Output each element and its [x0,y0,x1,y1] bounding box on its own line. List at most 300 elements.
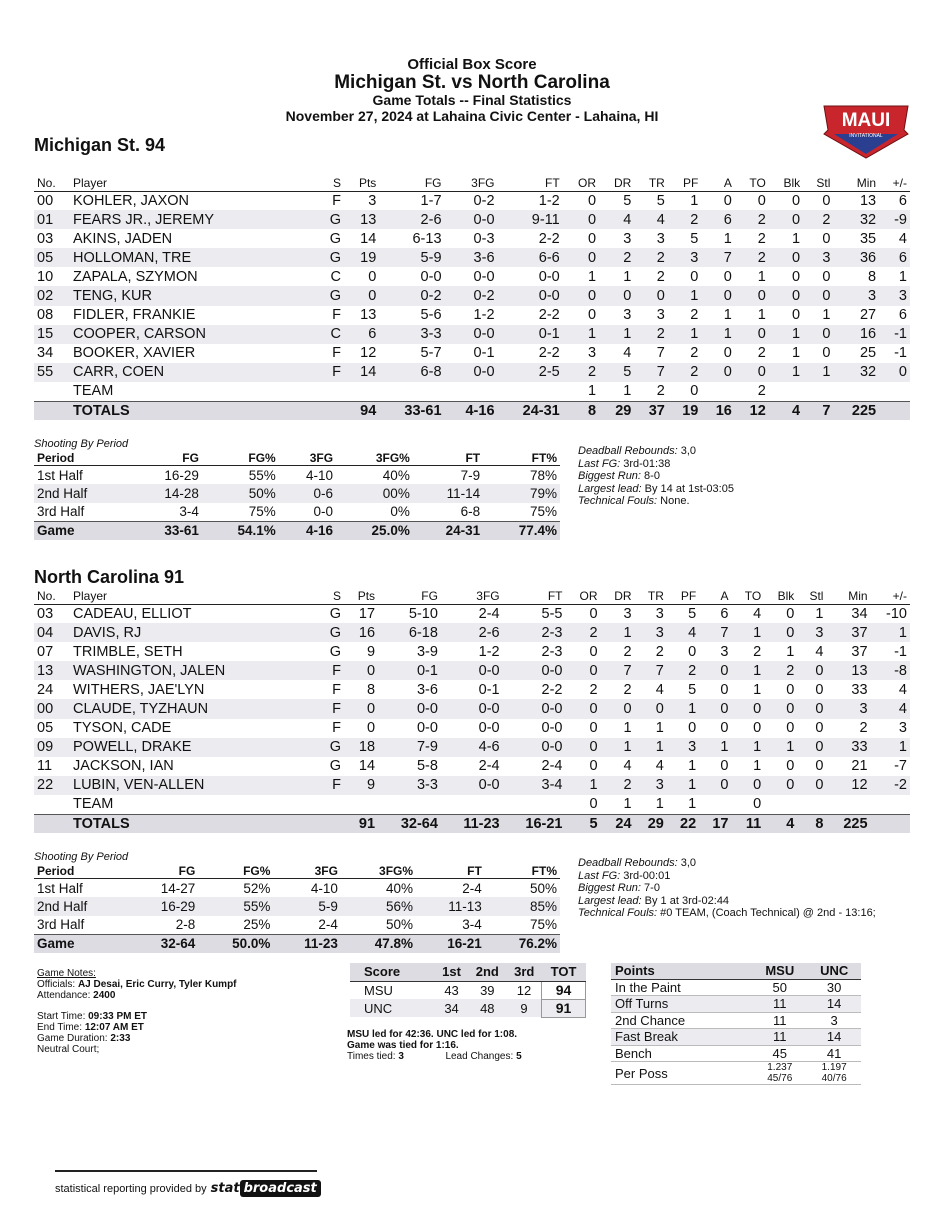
period-cell: 0% [390,504,410,519]
stat-cell: F [332,307,341,324]
totals-row [34,401,910,420]
stat-cell: 0-0 [445,210,498,229]
stat-cell: 4 [623,758,632,775]
period-column-header: 3FG% [341,864,416,879]
column-header: FG [378,588,441,604]
stat-cell [871,795,910,814]
total-cell: 8 [563,401,599,420]
stat-cell: 0-1 [498,325,563,344]
stat-cell: 1 [753,758,762,775]
stat-cell: 0-0 [503,661,566,680]
total-cell: 11 [731,814,764,833]
stat-cell: 0 [587,230,597,247]
stat-cell [324,795,344,814]
stat-cell: 0 [688,643,697,660]
stat-cell: 6 [898,192,907,209]
stat-cell: 1 [623,796,632,813]
period-cell: 4-10 [310,880,338,896]
note-label: Deadball Rebounds: [578,857,678,869]
stat-cell: 1 [723,230,732,247]
team1-title: Michigan St. 94 [34,135,166,155]
stat-cell: 3 [826,699,870,718]
stat-cell: F [324,699,344,718]
stat-cell: 14 [360,230,377,247]
period-cell: 25% [243,917,271,932]
period-cell: 50% [529,880,557,896]
period-cell: 14-27 [160,880,196,896]
period-cell: 11-14 [413,484,483,503]
player-row [34,382,910,401]
game-notes [37,968,327,1055]
stat-cell [769,382,803,401]
total-cell: 37 [634,401,668,420]
score-cell: MSU [364,982,393,998]
stat-cell [764,795,797,814]
stat-cell: 1 [786,643,795,660]
points-cell: 2nd Chance [611,1012,752,1029]
stat-cell: 27 [859,307,877,324]
stat-cell: 05 [37,720,54,737]
team2-shooting-by-period [34,864,560,953]
team1-game-notes [578,445,878,508]
stat-cell: 3 [833,286,879,305]
stat-cell: 0 [735,325,769,344]
stat-cell: 0 [723,345,732,362]
game-total-cell: 50.0% [198,934,273,953]
stat-cell: 18 [344,738,378,757]
stat-cell: COOPER, CARSON [70,325,324,344]
stat-cell: 0 [815,681,824,698]
stat-cell: 34 [37,345,54,362]
stat-cell: 2 [589,681,598,698]
note-label: Deadball Rebounds: [578,445,678,457]
stat-cell: HOLLOMAN, TRE [70,248,324,267]
note-label: Last FG: [578,869,621,882]
stat-cell: 25 [859,345,877,362]
stat-cell: 1 [623,720,632,737]
points-row [611,1029,861,1046]
score-column-header: Score [350,963,436,981]
stat-cell: 0 [587,192,597,209]
column-header: Blk [769,175,803,191]
stat-cell: 5 [688,681,697,698]
stat-cell: 3 [587,345,597,362]
game-total-cell: 25.0% [336,521,413,540]
column-header: Player [70,588,324,604]
stat-cell: 0-0 [420,268,442,285]
stat-cell: 03 [37,230,54,247]
stat-cell: 7 [601,661,635,680]
period-column-header: FG% [198,864,273,879]
footer-divider [55,1170,317,1172]
stat-cell: 0 [797,699,826,718]
stat-cell: 0-2 [379,286,444,305]
stat-cell: 1 [757,268,766,285]
stat-cell: 3-4 [503,776,566,795]
team2-shooting-caption: Shooting By Period [34,851,129,863]
note-label: Largest lead: [578,894,642,907]
total-cell: 4 [764,814,797,833]
team2-game-notes [578,857,878,920]
note-value: 8-0 [640,470,660,482]
stat-cell: 3 [635,776,667,795]
player-row [34,604,910,623]
column-header: FG [379,175,444,191]
note-line [578,870,878,883]
per-poss-row [611,1062,861,1085]
stat-cell: AKINS, JADEN [73,230,173,247]
period-column-header: FT% [485,864,560,879]
stat-cell: 3 [668,248,702,267]
stat-cell: 0 [720,720,729,737]
stat-cell: 1 [655,720,664,737]
stat-cell: 33 [826,738,870,757]
stat-cell: 0 [786,758,795,775]
times-tied-value: 3 [398,1051,404,1062]
stat-cell: 55 [34,363,70,382]
stat-cell: 3 [656,230,665,247]
note-value: 3rd-01:38 [620,457,671,470]
stat-cell: 24 [37,681,54,698]
stat-cell: 1 [655,796,664,813]
stat-cell: 14 [358,758,376,775]
stat-cell: 1 [601,738,635,757]
player-row [34,363,910,382]
per-poss-label: Per Poss [611,1062,752,1085]
stat-cell: 2 [656,383,665,400]
stat-cell: 2-2 [538,230,560,247]
stat-cell: -1 [894,345,907,362]
stat-cell [701,382,735,401]
stat-cell: 1 [699,738,731,757]
stat-cell: TEAM [73,796,114,813]
column-header: +/- [871,588,910,604]
stat-cell: 1 [690,192,699,209]
stat-cell: 0 [731,776,764,795]
column-header: TR [634,175,668,191]
stat-cell: 4 [655,758,664,775]
period-cell: 56% [341,897,416,916]
stat-cell: 0 [731,699,764,718]
stat-cell: G [324,286,344,305]
note-value: 3,0 [677,445,697,457]
stat-cell: 5-9 [379,248,444,267]
team1-shooting-caption: Shooting By Period [34,438,129,450]
note-line [578,483,878,496]
start-time-value: 09:33 PM ET [88,1011,148,1022]
stat-cell: 2 [753,643,762,660]
score-total-cell: 91 [542,999,586,1017]
stat-cell: 4 [655,681,664,698]
stat-cell: 0 [699,699,731,718]
stat-cell: DAVIS, RJ [70,623,324,642]
period-column-header: FG [132,451,202,466]
period-cell: 78% [529,467,557,483]
stat-cell: TRIMBLE, SETH [73,643,183,660]
total-cell [324,401,344,420]
note-label: Last FG: [578,457,621,470]
stat-cell: 0-0 [416,720,438,737]
stat-cell: 0 [589,643,598,660]
stat-cell: 07 [37,643,54,660]
stat-cell: 3-3 [378,776,441,795]
score-cell: 39 [480,982,495,998]
stat-cell: G [329,758,341,775]
points-cell: 30 [807,979,861,996]
column-header: Min [833,175,879,191]
note-label: Largest lead: [578,482,642,495]
points-cell: 3 [807,1012,861,1029]
end-time-line: End Time: 12:07 AM ET [37,1022,144,1033]
stat-cell: 2 [668,363,702,382]
stat-cell [344,795,378,814]
stat-cell: 7 [701,248,735,267]
stat-cell: -1 [894,643,907,660]
total-cell: 8 [797,814,826,833]
total-cell: TOTALS [70,814,324,833]
total-cell [34,814,70,833]
period-cell: 1st Half [37,467,83,483]
note-value: By 1 at 3rd-02:44 [641,894,730,907]
period-cell: 2nd Half [34,484,132,503]
period-column-header: FG% [202,451,279,466]
stat-cell: 0 [769,248,803,267]
stat-cell: 3 [667,738,699,757]
stat-cell: 1 [668,325,702,344]
per-poss-unc [807,1062,861,1085]
player-row [34,229,910,248]
stat-cell: 13 [344,210,379,229]
stat-cell: 4 [898,230,907,247]
stat-cell: 5 [688,605,697,622]
stat-cell: BOOKER, XAVIER [73,345,196,362]
stat-cell: 21 [851,758,868,775]
stat-cell: 0 [635,699,667,718]
points-column-header: MSU [752,963,807,979]
period-row [34,916,560,935]
total-cell: 16-21 [503,814,566,833]
stat-cell: 0-0 [473,268,495,285]
stat-cell: 0 [792,307,801,324]
note-value: 3,0 [677,857,697,869]
note-line [578,882,878,895]
stat-cell: 1-2 [478,643,500,660]
total-cell: 19 [668,401,702,420]
score-row [350,981,586,999]
score-by-period [350,963,586,1018]
game-total-cell: 76.2% [485,934,560,953]
stat-cell [797,795,826,814]
stat-cell: 0 [589,720,598,737]
stat-cell: LUBIN, VEN-ALLEN [70,776,324,795]
per-poss-ratio: 40/76 [821,1073,847,1084]
duration-value: 2:33 [110,1033,131,1044]
stat-cell: 0 [879,363,910,382]
per-poss-ratio: 45/76 [767,1073,793,1084]
stat-cell: 0 [634,286,668,305]
player-row [34,738,910,757]
column-header: Pts [344,175,379,191]
stat-cell: 10 [37,268,54,285]
stat-cell: 0 [822,230,831,247]
duration-line: Game Duration: 2:33 [37,1033,131,1044]
column-header: OR [566,588,601,604]
period-cell: 3rd Half [37,504,85,519]
stat-cell: 0 [786,720,795,737]
column-header: FT [498,175,563,191]
points-column-header: UNC [807,963,861,979]
stat-cell: 3 [368,192,377,209]
stat-cell: 6 [344,325,379,344]
stat-cell: 2-6 [441,623,503,642]
stat-cell [34,382,70,401]
stat-cell: 0 [589,605,598,622]
column-header: TO [731,588,764,604]
column-header: PF [668,175,702,191]
stat-cell: 0 [366,720,376,737]
stat-cell: 0 [815,758,824,775]
period-cell: 0-0 [313,504,334,519]
total-cell: 4-16 [445,401,498,420]
period-cell: 7-9 [460,467,481,483]
stat-cell: 1 [898,268,907,285]
box-header-row [34,588,910,604]
stat-cell: F [324,776,344,795]
stat-cell: 00 [37,192,54,209]
stat-cell: 7 [656,345,665,362]
stat-cell: -9 [879,210,910,229]
stat-cell: 0 [563,248,599,267]
stat-cell [34,795,70,814]
lead-time-line: MSU led for 42:36. UNC led for 1:08. [347,1029,518,1040]
stat-cell: 2 [859,720,868,737]
officials-line: Officials: AJ Desai, Eric Curry, Tyler Kumpf [37,979,237,990]
stat-cell: -1 [879,325,910,344]
stat-cell: 8 [868,268,877,285]
stat-cell: 0 [769,286,803,305]
stat-cell: 2 [667,661,699,680]
period-cell: 85% [485,897,560,916]
note-label: Technical Fouls: [578,495,658,507]
stat-cell: 0 [589,758,598,775]
period-cell: 40% [386,880,414,896]
stat-cell: KOHLER, JAXON [73,192,190,209]
stat-cell [445,382,498,401]
stat-cell: 37 [826,623,870,642]
column-header: No. [34,175,70,191]
stat-cell: 2 [690,345,699,362]
stat-cell: F [332,345,341,362]
points-cell: In the Paint [611,979,752,996]
stat-cell: 37 [851,643,868,660]
stat-cell: 0-0 [378,699,441,718]
stat-cell: -2 [871,776,910,795]
stat-cell: 2 [623,643,632,660]
stat-cell [324,382,344,401]
stat-cell: 2 [623,681,632,698]
team2-box-score [34,588,910,833]
stat-cell: 0-0 [441,776,503,795]
stat-cell: WITHERS, JAE'LYN [73,681,205,698]
stat-cell: 12 [826,776,870,795]
stat-cell [344,382,379,401]
stat-cell: 0-0 [503,699,566,718]
total-cell: 225 [826,814,870,833]
team2-title: North Carolina 91 [34,567,185,587]
total-cell [879,401,910,420]
player-row [34,719,910,738]
stat-cell: 4 [599,210,634,229]
stat-cell: 0 [786,605,795,622]
stat-cell: 2-3 [541,643,563,660]
game-total-cell: Game [34,934,130,953]
period-cell: 00% [336,484,413,503]
player-row [34,210,910,229]
game-total-cell: 16-21 [416,934,485,953]
stat-cell: 4 [623,345,632,362]
stat-cell: 1 [731,738,764,757]
stat-cell: 3 [898,720,907,737]
stat-cell: 0 [599,286,634,305]
stat-cell: F [332,720,341,737]
period-cell: 0-6 [279,484,336,503]
stat-cell: 2-4 [478,758,500,775]
points-cell: 11 [752,1029,807,1046]
total-cell: 16 [701,401,735,420]
stat-cell: 35 [859,230,877,247]
stat-cell: 0 [688,720,697,737]
stat-cell: G [329,643,341,660]
stat-cell: 5-10 [408,605,438,622]
stat-cell: 1 [723,307,732,324]
logo-subtext: INVITATIONAL [849,133,883,139]
stat-cell: 1-2 [473,307,495,324]
stat-cell: 2 [655,643,664,660]
report-type: Official Box Score [407,56,537,73]
stat-cell: 02 [34,286,70,305]
stat-cell: 0 [720,681,729,698]
stat-cell: 2 [735,248,769,267]
player-row [34,795,910,814]
stat-cell: 2-2 [538,307,560,324]
stat-cell: 0 [815,720,824,737]
points-cell: 14 [807,996,861,1013]
stat-cell: 0 [699,776,731,795]
stat-cell: 15 [34,325,70,344]
stat-cell: 3 [656,307,665,324]
stat-cell: 5 [656,192,665,209]
stat-cell: 0 [792,268,801,285]
column-header: A [699,588,731,604]
note-value: 7-0 [640,882,660,894]
stat-cell: CARR, COEN [70,363,324,382]
score-column-header: 1st [436,963,468,981]
stat-cell: 3-9 [416,643,438,660]
period-cell: 6-8 [460,504,481,519]
score-cell: 12 [516,982,532,998]
stat-cell: 2-2 [541,681,563,698]
stat-cell: 7 [634,363,668,382]
stat-cell: 13 [360,307,377,324]
stat-cell: 05 [34,248,70,267]
stat-cell [803,382,833,401]
stat-cell: 2 [757,230,766,247]
stat-cell: 2 [656,268,665,285]
game-total-cell: 4-16 [279,521,336,540]
column-header: Stl [803,175,833,191]
end-time-value: 12:07 AM ET [84,1022,144,1033]
stat-cell: CLAUDE, TYZHAUN [70,699,324,718]
